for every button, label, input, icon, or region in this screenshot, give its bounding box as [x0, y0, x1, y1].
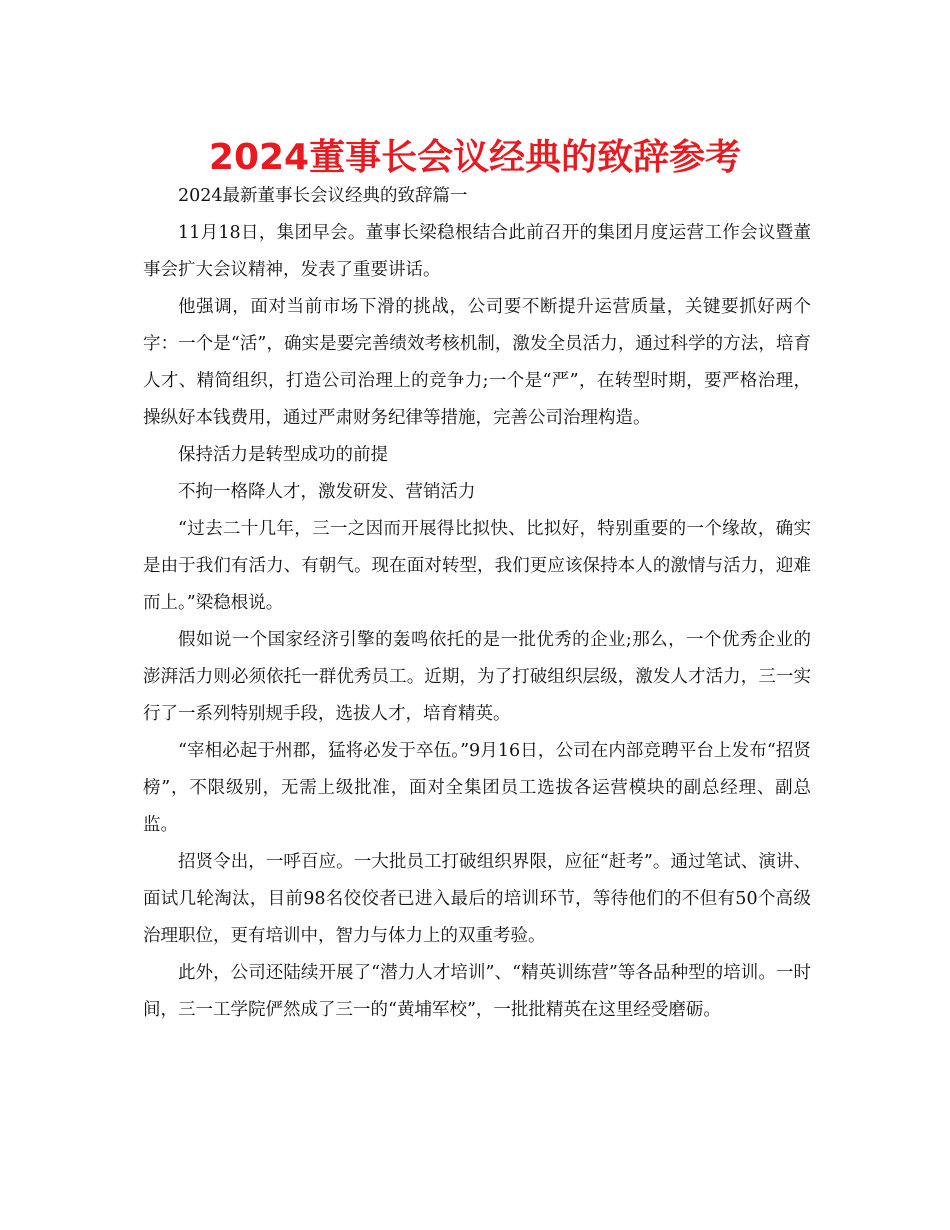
paragraph: 招贤令出，一呼百应。一大批员工打破组织界限，应征“赶考”。通过笔试、演讲、面试几轮淘汰，目前98名佼佼者已进入最后的培训环节，等待他们的不但有50个高级治理职位，更有培训中，智力与体力上的双重考验。 [143, 852, 811, 946]
paragraph: 11月18日，集团早会。董事长梁稳根结合此前召开的集团月度运营工作会议暨董事会扩大会议精神，发表了重要讲话。 [143, 223, 811, 280]
paragraph: “宰相必起于州郡，猛将必发于卒伍。”9月16日，公司在内部竞聘平台上发布“招贤榜”，不限级别，无需上级批准，面对全集团员工选拔各运营模块的副总经理、副总监。 [143, 741, 811, 835]
document-title: 2024董事长会议经典的致辞参考 [208, 137, 742, 178]
paragraph: 此外，公司还陆续开展了“潜力人才培训”、“精英训练营”等各品种型的培训。一时间，三一工学院俨然成了三一的“黄埔军校”，一批批精英在这里经受磨砺。 [143, 963, 811, 1020]
paragraph: 他强调，面对当前市场下滑的挑战，公司要不断提升运营质量，关键要抓好两个字：一个是“活”，确实是要完善绩效考核机制，激发全员活力，通过科学的方法，培育人才、精简组织，打造公司治理上的竞争力;一个是“严”，在转型时期，要严格治理，操纵好本钱费用，通过严肃财务纪律等措施，完善公司治理构造。 [143, 297, 811, 428]
section-heading: 保持活力是转型成功的前提 [178, 445, 388, 465]
paragraph-subtitle: 2024最新董事长会议经典的致辞篇一 [178, 186, 468, 206]
document-body [143, 178, 811, 1029]
paragraph: 假如说一个国家经济引擎的轰鸣依托的是一批优秀的企业;那么，一个优秀企业的澎湃活力则必须依托一群优秀员工。近期，为了打破组织层级，激发人才活力，三一实行了一系列特别规手段，选拔人才，培育精英。 [143, 630, 811, 724]
section-subheading: 不拘一格降人才，激发研发、营销活力 [178, 482, 476, 502]
paragraph: “过去二十几年，三一之因而开展得比拟快、比拟好，特别重要的一个缘故，确实是由于我们有活力、有朝气。现在面对转型，我们更应该保持本人的激情与活力，迎难而上。”梁稳根说。 [143, 519, 811, 613]
